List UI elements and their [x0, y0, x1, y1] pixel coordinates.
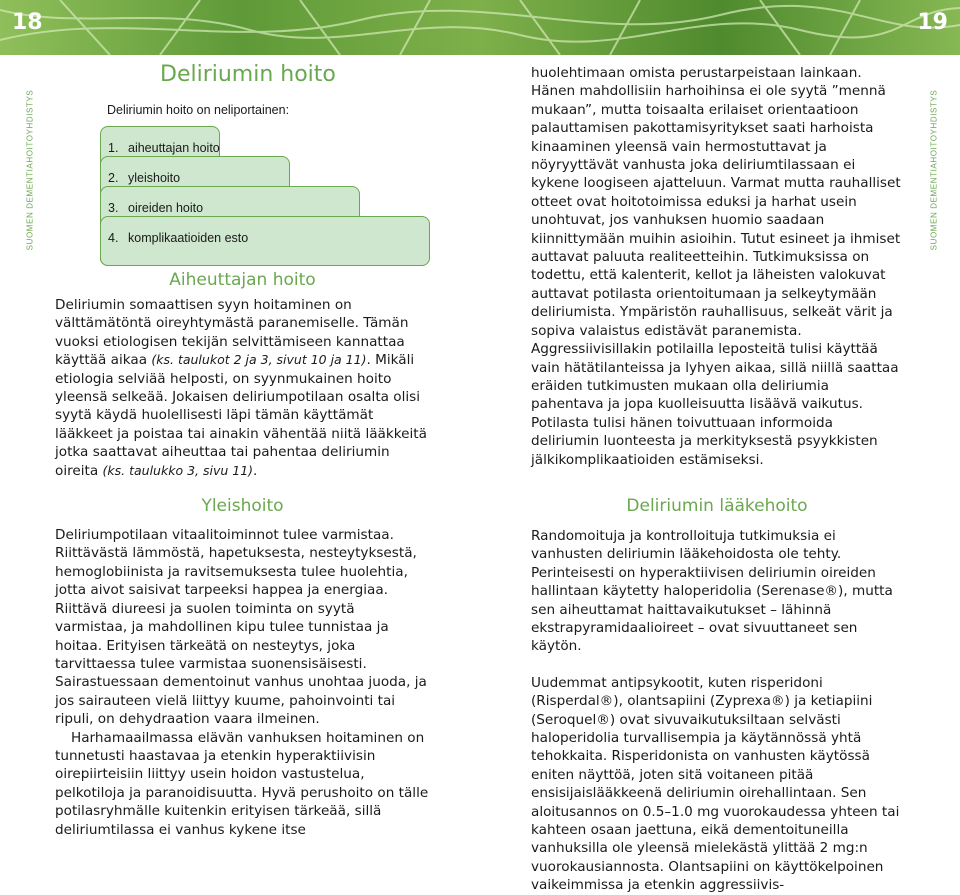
step-item: [108, 138, 248, 168]
heading-yleishoito: Yleishoito: [201, 496, 284, 517]
side-label-left: SUOMEN DEMENTIAHOITOYHDISTYS: [25, 89, 35, 251]
step-label: oireiden hoito: [128, 201, 204, 215]
left-column: [55, 266, 430, 839]
side-label-right: SUOMEN DEMENTIAHOITOYHDISTYS: [929, 89, 939, 251]
leaf-vein-pattern: [0, 0, 960, 55]
steps-list: [108, 138, 248, 258]
page-number-right: 19: [917, 10, 948, 35]
step-number: 3.: [108, 201, 119, 215]
intro-text: Deliriumin hoito on neliportainen:: [107, 103, 290, 117]
step-label: aiheuttajan hoito: [128, 141, 220, 155]
paragraph-harhamaailma: Harhamaailmassa elävän vanhuksen hoitaminen on tunnetusti haastavaa ja etenkin hyperaktiivisin oirepiirteisiin liittyy usein hoidon vastustelua, pelkotiloja ja paranoidisuutta. Hyvä perushoito on tälle potilasryhmälle kuitenkin erityisen tärkeää, sillä deliriumtilassa ei vanhus kykene itse: [55, 729, 429, 838]
paragraph-laakehoito: Randomoituja ja kontrolloituja tutkimuksia ei vanhusten deliriumin lääkehoidosta ole tehty. Perinteisesti on hyperaktiivisen deliriumin oireiden hallintaan käytetty haloperidolia (Serenase®), mutta sen aiheuttamat haittavaikutukset – lähinnä ekstrapyramidaalioireet – ovat sivuuttaneet sen käytön.: [531, 527, 893, 655]
step-number: 4.: [108, 231, 119, 245]
table-reference: (ks. taulukko 3, sivu 11): [102, 462, 254, 478]
step-item: [108, 168, 248, 198]
step-label: komplikaatioiden esto: [128, 231, 249, 245]
text-run: . Mikäli etiologia selviää helposti, on syynmukainen hoito yleensä selkeää. Jokaisen deliriumpotilaan osalta olisi syytä käydä huolellisesti läpi tämän käyttämät lääkkeet ja poistaa tai ainakin vähentää niitä lääkkeitä jotka saattavat aiheuttaa tai pahentaa deliriumin oireita: [55, 352, 427, 479]
table-reference: (ks. taulukot 2 ja 3, sivut 10 ja 11): [151, 352, 367, 368]
step-number: 1.: [108, 141, 119, 155]
step-number: 2.: [108, 171, 119, 185]
step-item: [108, 198, 248, 228]
paragraph-continued: huolehtimaan omista perustarpeistaan lainkaan. Hänen mahdollisiin harhoihinsa ei ole syytä ”mennä mukaan”, mutta toisaalta erilaiset orientaatioon palauttamisen pakottamisyritykset saati harhoista kinaaminen yleensä vain hermostuttavat ja nöyryyttävät vanhusta joka deliriumtilassaan ei kykene loogiseen ajatteluun. Varmat mutta rauhalliset otteet ovat hoitotoimissa eduksi ja harhat usein unohtuvat, jos vanhuksen huomio saadaan kiinnittymään muihin asioihin. Tutut esineet ja ihmiset auttavat paluuta realiteetteihin. Tutkimuksissa on todettu, että kalenterit, kellot ja läheisten valokuvat auttavat potilasta orientoitumaan ja selkeytymään deliriumista. Ympäristön rauhallisuus, selkeät värit ja sopiva valaistus edistävät paranemista. Aggressiivisillakin potilailla leposteitä tulisi käyttää vain hätätilanteissa ja lyhyen aikaa, sillä niillä saattaa eräiden tutkimusten mukaan olla deliriumia pahentava ja jopa kuolleisuutta lisäävä vaikutus. Potilasta tulisi hänen toivuttuaan informoida deliriumin luonteesta ja merkityksestä psyykkisten jälkikomplikaatioiden estämiseksi.: [531, 65, 901, 468]
heading-aiheuttajan-hoito: Aiheuttajan hoito: [169, 270, 316, 290]
text-run: Deliriumin somaattisen syyn hoitaminen on välttämätöntä oireyhtymästä paranemiselle. Tämän vuoksi etiologisen tekijän selvittämiseen kannattaa käyttää aikaa: [55, 297, 409, 369]
page-number-left: 18: [12, 10, 43, 35]
right-column: [531, 64, 903, 895]
paragraph-antipsykootit: Uudemmat antipsykootit, kuten risperidoni (Risperdal®), olantsapiini (Zyprexa®) ja ketiapiini (Seroquel®) ovat sivuvaikutuksiltaan selvästi haloperidolia turvallisempia ja käytännössä yhtä tehokkaita. Risperidonista on vanhusten käytössä eniten näyttöä, joten sitä voitaneen pitää ensisijaislääkkeenä deliriumin oirehallintaan. Sen aloitusannos on 0.5–1.0 mg vuorokaudessa yhteen tai kahteen osaan jaettuna, eikä dementoituneilla vanhuksilla ole yleensä mielekästä ylittää 2 mg:n vuorokausiannosta. Olantsapiini on käyttökelpoinen vaikeimmissa ja etenkin aggressiivis-: [531, 674, 900, 894]
page-title: Deliriumin hoito: [160, 62, 336, 87]
heading-laakehoito: Deliriumin lääkehoito: [626, 495, 808, 516]
paragraph-yleishoito: Deliriumpotilaan vitaalitoiminnot tulee varmistaa. Riittävästä lämmöstä, hapetuksesta, nesteytyksestä, hemoglobiinista ja ravitsemuksesta tulee huolehtia, jotta aivot saisivat tarpeeksi happea ja energiaa. Riittävä diureesi ja suolen toiminta on syytä varmistaa, ja mahdollinen kipu tulee tunnistaa ja hoitaa. Erityisen tärkeätä on nesteytys, joka tarvittaessa tulee varmistaa suonensisäisesti. Sairastuessaan dementoinut vanhus unohtaa juoda, ja jos sairauteen vielä liittyy kuume, pahoinvointi tai ripuli, on dehydraation vaara ilmeinen.: [55, 527, 427, 728]
step-item: [108, 228, 248, 258]
paragraph-aiheuttaja: [55, 296, 430, 480]
text-run: .: [253, 462, 258, 479]
step-label: yleishoito: [128, 171, 181, 185]
leaf-header-banner: [0, 0, 960, 55]
